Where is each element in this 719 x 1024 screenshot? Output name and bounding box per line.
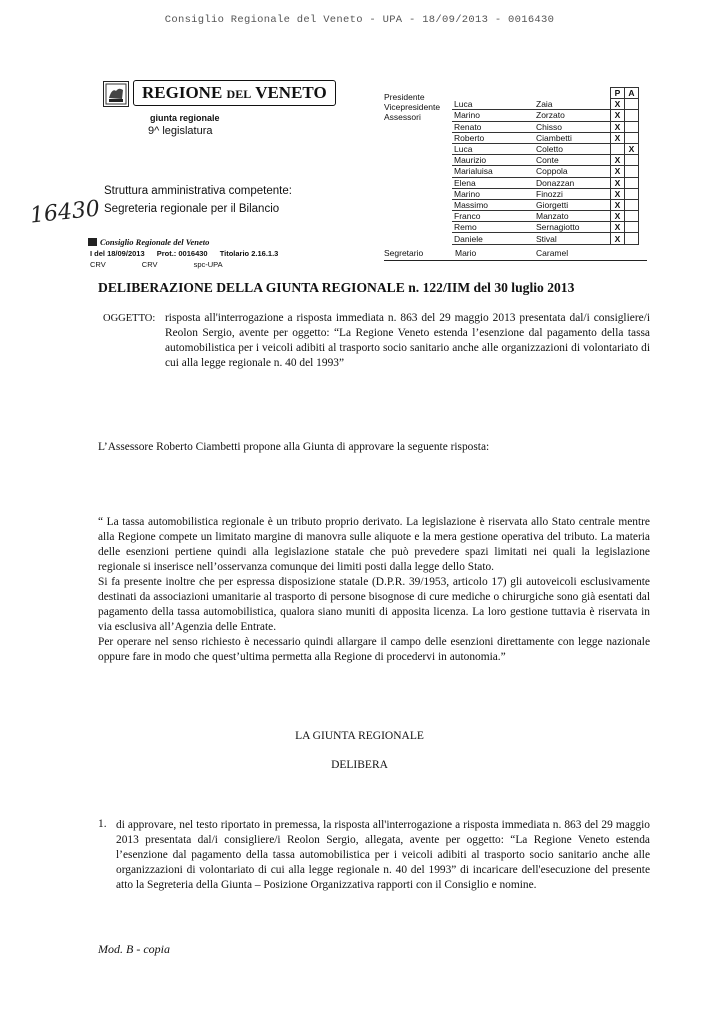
member-first-name: Luca: [452, 143, 534, 154]
document-header-line: Consiglio Regionale del Veneto - UPA - 18/09/2013 - 0016430: [164, 14, 555, 26]
member-first-name: Remo: [452, 222, 534, 233]
member-last-name: Zorzato: [534, 110, 611, 121]
attendance-row: [452, 188, 639, 199]
region-title: [133, 80, 336, 106]
member-last-name: Sernagiotto: [534, 222, 611, 233]
stamp-crv-2: CRV: [141, 260, 158, 269]
member-presente: X: [611, 233, 625, 244]
attendance-row: [452, 177, 639, 188]
member-assente: X: [625, 143, 639, 154]
member-presente: X: [611, 166, 625, 177]
member-presente: X: [611, 188, 625, 199]
member-presente: X: [611, 121, 625, 132]
oggetto-text: risposta all'interrogazione a risposta immediata n. 863 del 29 maggio 2013 presentata dal/i consigliere/i Reolon Sergio, avente per oggetto: “La Regione Veneto estenda l’esenzione dal pagamento della tassa automobilistica per i veicoli adibiti al trasporto socio sanitario anche alle organizzazioni di volontariato di cui alla legge regionale n. 40 del 1993”: [165, 312, 650, 369]
member-presente: X: [611, 211, 625, 222]
legislature-subtitle: 9^ legislatura: [148, 125, 213, 137]
protocol-stamp-line: [90, 249, 288, 258]
member-last-name: Donazzan: [534, 177, 611, 188]
member-assente: [625, 166, 639, 177]
member-last-name: Coppola: [534, 166, 611, 177]
member-assente: [625, 155, 639, 166]
assessore-proposal: L’Assessore Roberto Ciambetti propone alla Giunta di approvare la seguente risposta:: [98, 441, 490, 453]
attendance-table: [452, 87, 639, 245]
structure-block: [104, 182, 292, 218]
role-segretario: Segretario: [384, 248, 424, 258]
member-assente: [625, 110, 639, 121]
member-presente: X: [611, 110, 625, 121]
segretario-last-name: Caramel: [536, 248, 569, 258]
structure-label: Struttura amministrativa competente:: [104, 185, 292, 197]
col-assente: A: [625, 88, 639, 99]
attendance-row: [452, 233, 639, 244]
region-emblem-icon: [103, 81, 129, 107]
item-text: di approvare, nel testo riportato in premessa, la risposta all'interrogazione a risposta immediata n. 863 del 29 maggio 2013 presentata dal/i consigliere/i Reolon Sergio, allegata, avente per oggetto: “La Regione Veneto estenda l’esenzione dal pagamento della tassa automobilistica per i veicoli adibiti al trasporto socio sanitario anche alle organizzazioni di volontariato di cui alla legge regionale n. 40 del 1993” di incaricare dell'esecuzione del presente atto la Segreteria della Giunta – Posizione Organizzativa rapporti con il Consiglio e nomine.: [116, 819, 650, 891]
stamp-titolario: Titolario 2.16.1.3: [219, 249, 279, 258]
region-title-small: DEL: [226, 87, 252, 101]
member-first-name: Daniele: [452, 233, 534, 244]
member-assente: [625, 211, 639, 222]
member-first-name: Massimo: [452, 199, 534, 210]
attendance-row: [452, 155, 639, 166]
footer-model: Mod. B - copia: [98, 942, 170, 956]
protocol-stamp-title: [88, 237, 209, 247]
member-presente: X: [611, 177, 625, 188]
region-title-end: VENETO: [255, 83, 327, 102]
giunta-heading: LA GIUNTA REGIONALE: [295, 730, 424, 742]
member-last-name: Manzato: [534, 211, 611, 222]
stamp-spc: spc-UPA: [193, 260, 223, 269]
response-quote: [98, 515, 650, 665]
member-last-name: Zaia: [534, 99, 611, 110]
member-assente: [625, 188, 639, 199]
stamp-consiglio: Consiglio Regionale del Veneto: [100, 237, 210, 247]
oggetto-label: OGGETTO:: [103, 313, 156, 324]
member-last-name: Conte: [534, 155, 611, 166]
segretario-first-name: Mario: [455, 248, 477, 258]
member-first-name: Marialuisa: [452, 166, 534, 177]
attendance-row: [452, 99, 639, 110]
role-assessori: Assessori: [384, 112, 421, 122]
member-presente: [611, 143, 625, 154]
member-presente: X: [611, 132, 625, 143]
stamp-prot: Prot.: 0016430: [156, 249, 208, 258]
member-last-name: Chisso: [534, 121, 611, 132]
attendance-row: [452, 222, 639, 233]
member-assente: [625, 99, 639, 110]
region-title-main: REGIONE: [142, 83, 223, 102]
member-presente: X: [611, 99, 625, 110]
member-first-name: Roberto: [452, 132, 534, 143]
member-presente: X: [611, 222, 625, 233]
stamp-date: I del 18/09/2013: [90, 249, 145, 258]
deliberation-title: DELIBERAZIONE DELLA GIUNTA REGIONALE n. 122/IIM del 30 luglio 2013: [98, 280, 575, 295]
member-first-name: Marino: [452, 110, 534, 121]
member-last-name: Coletto: [534, 143, 611, 154]
member-last-name: Finozzi: [534, 188, 611, 199]
member-assente: [625, 222, 639, 233]
item-number: 1.: [98, 818, 107, 830]
member-first-name: Marino: [452, 188, 534, 199]
handwritten-number: 16430: [28, 196, 102, 229]
member-last-name: Giorgetti: [534, 199, 611, 210]
attendance-header-row: [452, 88, 639, 99]
member-first-name: Renato: [452, 121, 534, 132]
member-assente: [625, 132, 639, 143]
header-divider: [384, 260, 647, 261]
quote-paragraph: Per operare nel senso richiesto è necessario quindi allargare il campo delle esenzioni direttamente con legge nazionale oppure fare in modo che quest’ultima permetta alla Regione di procedervi in autonomia.”: [98, 636, 650, 663]
member-first-name: Elena: [452, 177, 534, 188]
quote-paragraph: “ La tassa automobilistica regionale è un tributo proprio derivato. La legislazione è riservata allo Stato centrale mentre alla Regione compete un limitato margine di manovra sulle aliquote e la mera gestione operativa del tributo. La materia delle esenzioni pertiene quindi alla legislazione statale che può prevedere spazi limitati nei quali la legislazione regionale si inserisce nell’osservanza comunque dei limiti posti dalla legge dello Stato.: [98, 516, 650, 573]
member-assente: [625, 199, 639, 210]
attendance-row: [452, 121, 639, 132]
member-assente: [625, 121, 639, 132]
role-presidente: Presidente: [384, 92, 425, 102]
attendance-row: [452, 211, 639, 222]
member-presente: X: [611, 155, 625, 166]
member-first-name: Luca: [452, 99, 534, 110]
col-presente: P: [611, 88, 625, 99]
member-presente: X: [611, 199, 625, 210]
member-assente: [625, 177, 639, 188]
member-first-name: Franco: [452, 211, 534, 222]
structure-name: Segreteria regionale per il Bilancio: [104, 203, 280, 215]
member-first-name: Maurizio: [452, 155, 534, 166]
attendance-row: [452, 143, 639, 154]
attendance-row: [452, 110, 639, 121]
member-last-name: Ciambetti: [534, 132, 611, 143]
crv-line: [90, 260, 257, 269]
giunta-subtitle: giunta regionale: [150, 113, 220, 123]
quote-paragraph: Si fa presente inoltre che per espressa disposizione statale (D.P.R. 39/1953, articolo 17) gli autoveicoli esclusivamente destinati da associazioni umanitarie al trasporto di persone bisognose di cure mediche o chirurgiche sono già esentati dal pagamento della tassa automobilistica, qualora siano muniti di apposita licenza. La loro gestione tuttavia è riservata in via esclusiva all’Agenzia delle Entrate.: [98, 576, 650, 633]
attendance-row: [452, 199, 639, 210]
delibera-heading: DELIBERA: [331, 759, 388, 771]
member-assente: [625, 233, 639, 244]
attendance-row: [452, 166, 639, 177]
stamp-crv-1: CRV: [90, 260, 106, 269]
member-last-name: Stival: [534, 233, 611, 244]
role-vicepresidente: Vicepresidente: [384, 102, 441, 112]
attendance-row: [452, 132, 639, 143]
stamp-square-icon: [88, 238, 97, 246]
